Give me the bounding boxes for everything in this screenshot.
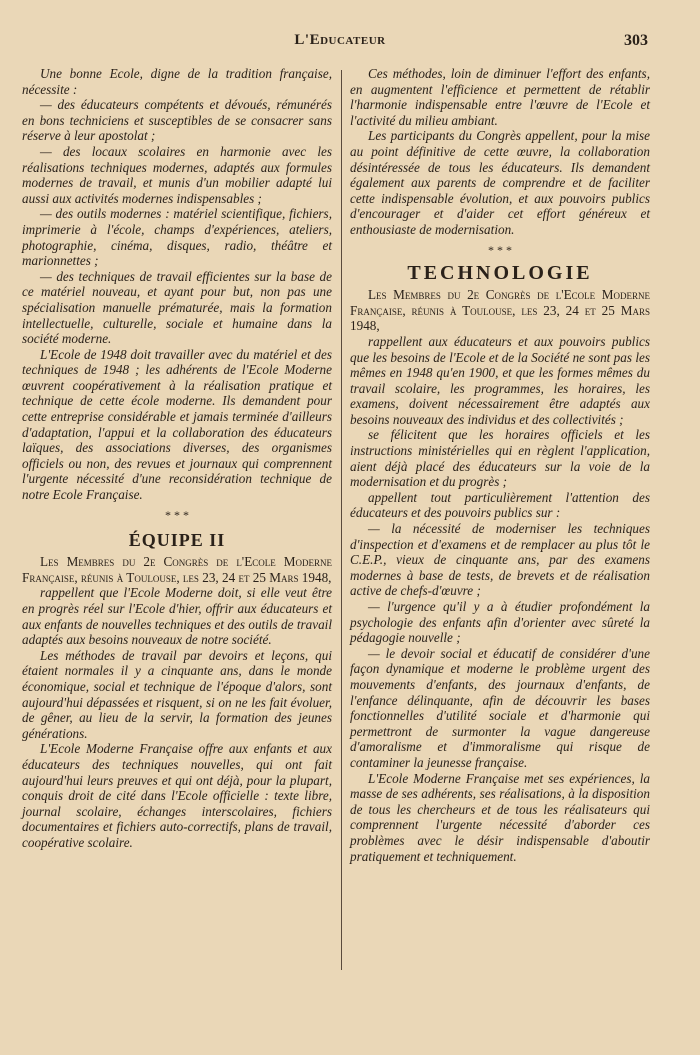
intro-line: Une bonne Ecole, digne de la tradition française, nécessite : [22,66,332,97]
tech-paragraph: L'Ecole Moderne Française met ses expériences, la masse de ses adhérents, ses réalisations, à la disposition de tous les chercheurs et de tous les réalisateurs qui comprennent l'urgente nécessité d'aborder ces problèmes avec le désir indispensable d'aboutir pratiquement et techniquement. [350,770,650,864]
tech-paragraph: se félicitent que les horaires officiels et les instructions ministérielles qui en règlent l'application, aient déjà placé des éducateurs sur la voie de la modernisation et du progrès ; [350,427,650,490]
equipe-paragraph: Les méthodes de travail par devoirs et leçons, qui étaient normales il y a cinquante ans, dans le monde économique, social et technique de l'époque d'alors, sont aujourd'hui dépassées et risquent, si on ne les fait évoluer, de gêner, au lieu de la servir, la formation des jeunes générations. [22,647,332,741]
running-header [0,30,700,58]
heading-technologie: TECHNOLOGIE [407,261,593,284]
tech-paragraph: rappellent aux éducateurs et aux pouvoirs publics que les besoins de l'Ecole et de la Société ne sont pas les mêmes en 1948 qu'en 1900, et que les formes mêmes du travail scolaire, les programmes, les horaires, les examens, doivent nécessairement être adaptés aux besoins nouveaux des individus et des collectivités ; [350,333,650,427]
tech-intro: Les Membres du 2e Congrès de l'Ecole Moderne Française, réunis à Toulouse, les 23, 24 et 25 Mars 1948, [350,287,650,334]
paragraph-participants: Les participants du Congrès appellent, pour la mise au point définitive de cette œuvre, la collaboration désintéressée de tous les éducateurs. Ils demandent également aux parents de comprendre et de faciliter cette indispensable évolution, et aux pouvoirs publics d'encourager et d'aider cet effort généreux et enthousiaste de modernisation. [350,128,650,237]
equipe-paragraph: rappellent que l'Ecole Moderne doit, si elle veut être en progrès réel sur l'Ecole d'hier, offrir aux éducateurs et aux enfants de nouvelles techniques et des outils de travail adaptés aux besoins nouveaux de notre société. [22,585,332,648]
section-stars: * * * [165,507,189,522]
intro-line: — des locaux scolaires en harmonie avec les réalisations techniques modernes, adaptés aux formules modernes de travail, et munis d'un mobilier adapté lui aussi aux activités modernes indispensables ; [22,143,332,206]
intro-line: — des éducateurs compétents et dévoués, rémunérés en bons techniciens et susceptibles de se consacrer sans réserve à leur apostolat ; [22,97,332,144]
column-divider [341,70,342,970]
paragraph-methodes: Ces méthodes, loin de diminuer l'effort des enfants, en augmentent l'efficience et permettent de rétablir l'harmonie indispensable entre l'œuvre de l'Ecole et l'activité du milieu ambiant. [350,66,650,128]
journal-title: L'Educateur [294,32,386,48]
tech-paragraph: — l'urgence qu'il y a à étudier profondément la psychologie des enfants afin d'orienter avec sûreté la pédagogie nouvelle ; [350,599,650,646]
tech-paragraph: appellent tout particulièrement l'attention des éducateurs et des pouvoirs publics sur : [350,489,650,521]
page-number: 303 [624,32,648,49]
heading-equipe: ÉQUIPE II [128,529,226,550]
paragraph-1948: L'Ecole de 1948 doit travailler avec du matériel et des techniques de 1948 ; les adhérents de l'Ecole Moderne œuvrent coopérativement à la réalisation pratique et technique de cette école moderne. Ils demandent pour cette entreprise considérable et jamais terminée d'ailleurs d'adaptation, l'appui et la collaboration des éducateurs laïques, des associations diverses, des organismes officiels ou non, des revues et journaux qui comprennent l'urgente nécessité d'une reconsidération technique de notre Ecole Française. [22,346,332,503]
left-column [22,66,332,851]
section-stars: * * * [488,242,512,257]
equipe-paragraph: L'Ecole Moderne Française offre aux enfants et aux éducateurs des techniques nouvelles, qui ont fait aujourd'hui leurs preuves et qui ont déjà, pour la plupart, conquis droit de cité dans l'Ecole officielle : texte libre, journal scolaire, échanges interscolaires, fichiers documentaires et fichiers auto-correctifs, plans de travail, coopérative scolaire. [22,741,332,850]
right-column [350,66,650,864]
equipe-intro: Les Membres du 2e Congrès de l'Ecole Moderne Française, réunis à Toulouse, les 23, 24 et 25 Mars 1948, [22,554,332,585]
intro-line: — des outils modernes : matériel scientifique, fichiers, imprimerie à l'école, champs d'expériences, ateliers, photographie, cinéma, disques, radio, théâtre et marionnettes ; [22,206,332,269]
tech-paragraph: — le devoir social et éducatif de considérer d'une façon dynamique et moderne le problème urgent des mouvements d'enfants, des journaux d'enfants, de l'enfance délinquante, afin de découvrir les bases fonctionnelles d'utilité sociale et d'harmonie qui permettront de surmonter la vague dangereuse d'amoralisme et d'immoralisme qui risque de contaminer la jeunesse française. [350,645,650,770]
tech-paragraph: — la nécessité de moderniser les techniques d'inspection et d'examens et de remplacer au plus tôt le C.E.P., vieux de cinquante ans, par des examens modernes à base de tests, de brevets et de réalisation active de chefs-d'œuvre ; [350,521,650,599]
intro-line: — des techniques de travail efficientes sur la base de ce matériel nouveau, et ayant pour but, non pas une spécialisation manuelle prématurée, mais la formation intellectuelle, culturelle, sociale et humaine dans la société moderne. [22,268,332,347]
